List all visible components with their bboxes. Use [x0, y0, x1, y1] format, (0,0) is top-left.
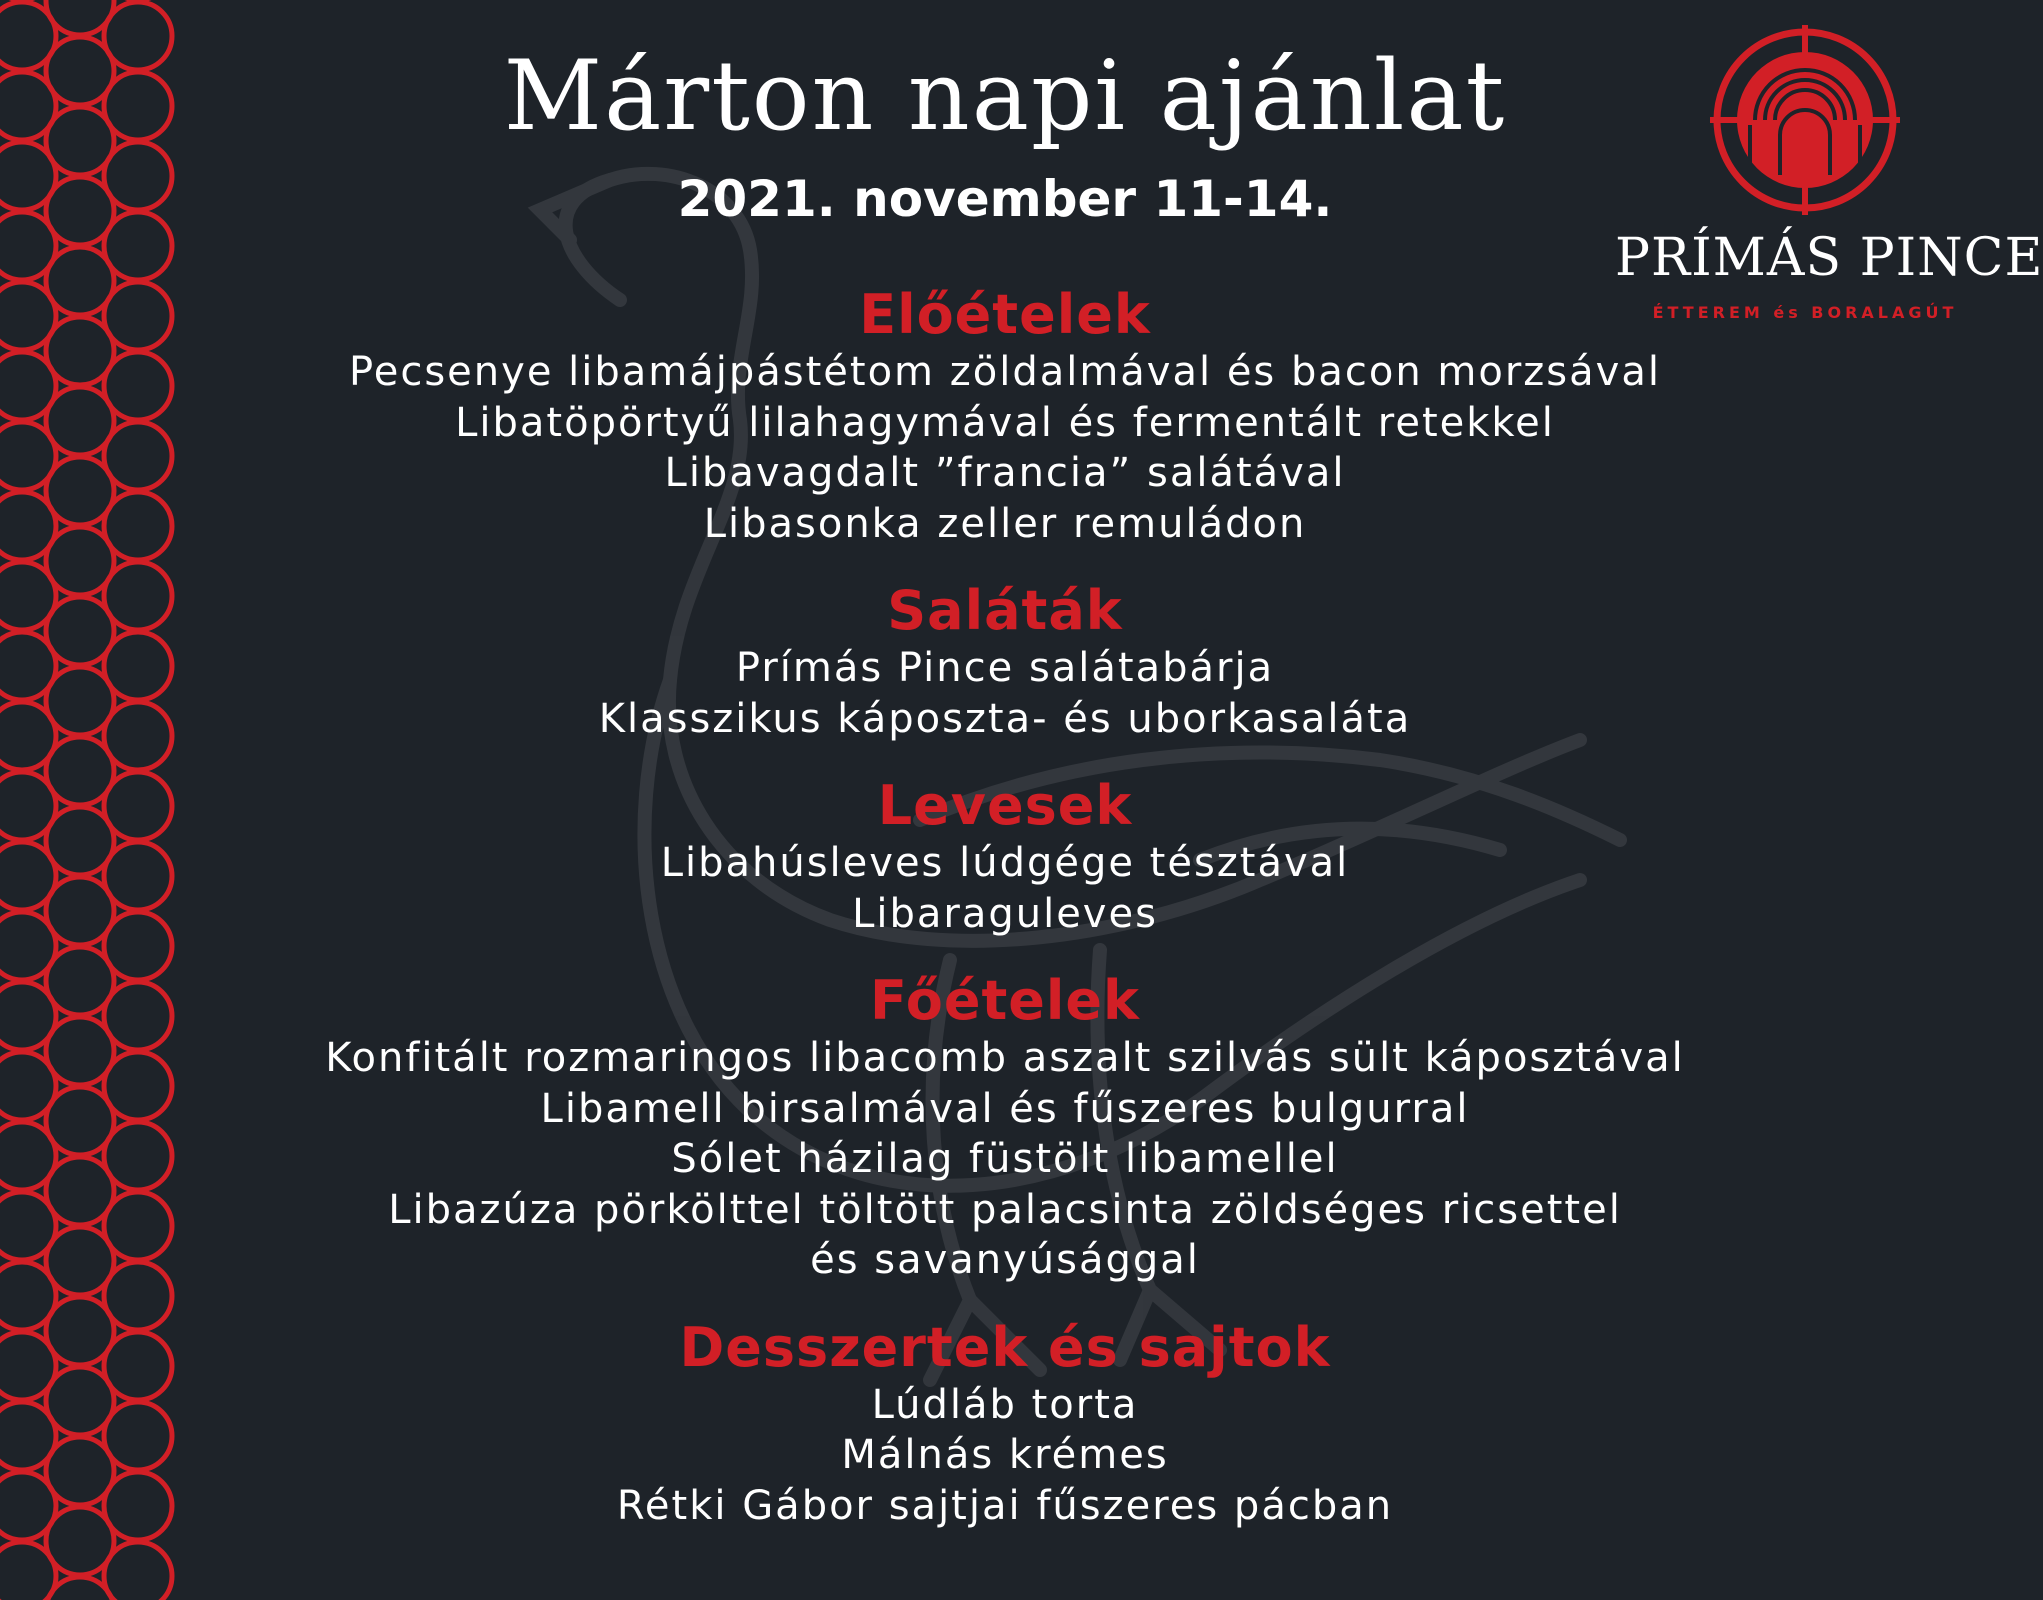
menu-section-desserts: [260, 1316, 1750, 1532]
menu-item: Sólet házilag füstölt libamellel: [671, 1136, 1339, 1182]
menu-section-salads: [260, 579, 1750, 744]
menu: [260, 283, 1750, 1531]
decorative-circle: [104, 1542, 172, 1600]
menu-item: Málnás krémes: [841, 1432, 1169, 1478]
menu-item: Lúdláb torta: [871, 1381, 1139, 1428]
menu-item: Libatöpörtyű lilahagymával és fermentált retekkel: [455, 399, 1555, 446]
decorative-circle: [104, 1052, 172, 1120]
menu-item: Libazúza pörkölttel töltött palacsinta zöldséges ricsettel: [388, 1186, 1622, 1233]
menu-section-appetizers: [260, 283, 1750, 549]
menu-item: Prímás Pince salátabárja: [735, 645, 1275, 691]
brand-name: PRÍMÁS PINCE: [1615, 228, 2043, 288]
menu-section-mains: [260, 969, 1750, 1286]
event-date: 2021. november 11-14.: [677, 170, 1333, 228]
decorative-circle: [104, 282, 172, 350]
menu-item: Libaraguleves: [852, 890, 1158, 937]
decorative-circle: [104, 1122, 172, 1190]
menu-item: Libavagdalt ”francia” salátával: [664, 450, 1346, 496]
section-title: Saláták: [887, 579, 1123, 642]
decorative-circle-pattern: [0, 0, 200, 1600]
decorative-circle: [104, 982, 172, 1050]
menu-item: Rétki Gábor sajtjai fűszeres pácban: [616, 1482, 1394, 1529]
decorative-circle: [104, 632, 172, 700]
page-title: Márton napi ajánlat: [503, 40, 1507, 152]
section-title: Desszertek és sajtok: [679, 1315, 1331, 1379]
decorative-circle: [104, 1332, 172, 1400]
menu-item: Pecsenye libamájpástétom zöldalmával és bacon morzsával: [349, 349, 1661, 395]
decorative-circle: [104, 562, 172, 630]
decorative-circle: [104, 142, 172, 210]
decorative-circle: [104, 912, 172, 980]
decorative-circle: [104, 2, 172, 70]
menu-item: Konfitált rozmaringos libacomb aszalt szilvás sült káposztával: [325, 1035, 1685, 1081]
menu-item: Libasonka zeller remuládon: [703, 500, 1307, 547]
menu-item: és savanyúsággal: [810, 1237, 1200, 1283]
section-title: Előételek: [859, 283, 1151, 346]
decorative-circle: [104, 352, 172, 420]
decorative-circle: [104, 1472, 172, 1540]
decorative-circle: [104, 1262, 172, 1330]
decorative-circle: [104, 492, 172, 560]
menu-section-soups: [260, 774, 1750, 939]
decorative-circle: [104, 702, 172, 770]
decorative-circle: [104, 1192, 172, 1260]
decorative-circle: [104, 842, 172, 910]
decorative-circle: [104, 72, 172, 140]
decorative-circle: [104, 422, 172, 490]
decorative-circle: [104, 1402, 172, 1470]
menu-item: Klasszikus káposzta- és uborkasaláta: [598, 695, 1412, 742]
menu-item: Libahúsleves lúdgége tésztával: [660, 840, 1350, 886]
menu-item: Libamell birsalmával és fűszeres bulgurral: [540, 1085, 1470, 1132]
brand-tagline: ÉTTEREM és BORALAGÚT: [1652, 303, 1958, 322]
section-title: Levesek: [877, 774, 1133, 837]
decorative-circle: [104, 212, 172, 280]
decorative-circle: [104, 772, 172, 840]
section-title: Főételek: [870, 969, 1140, 1032]
